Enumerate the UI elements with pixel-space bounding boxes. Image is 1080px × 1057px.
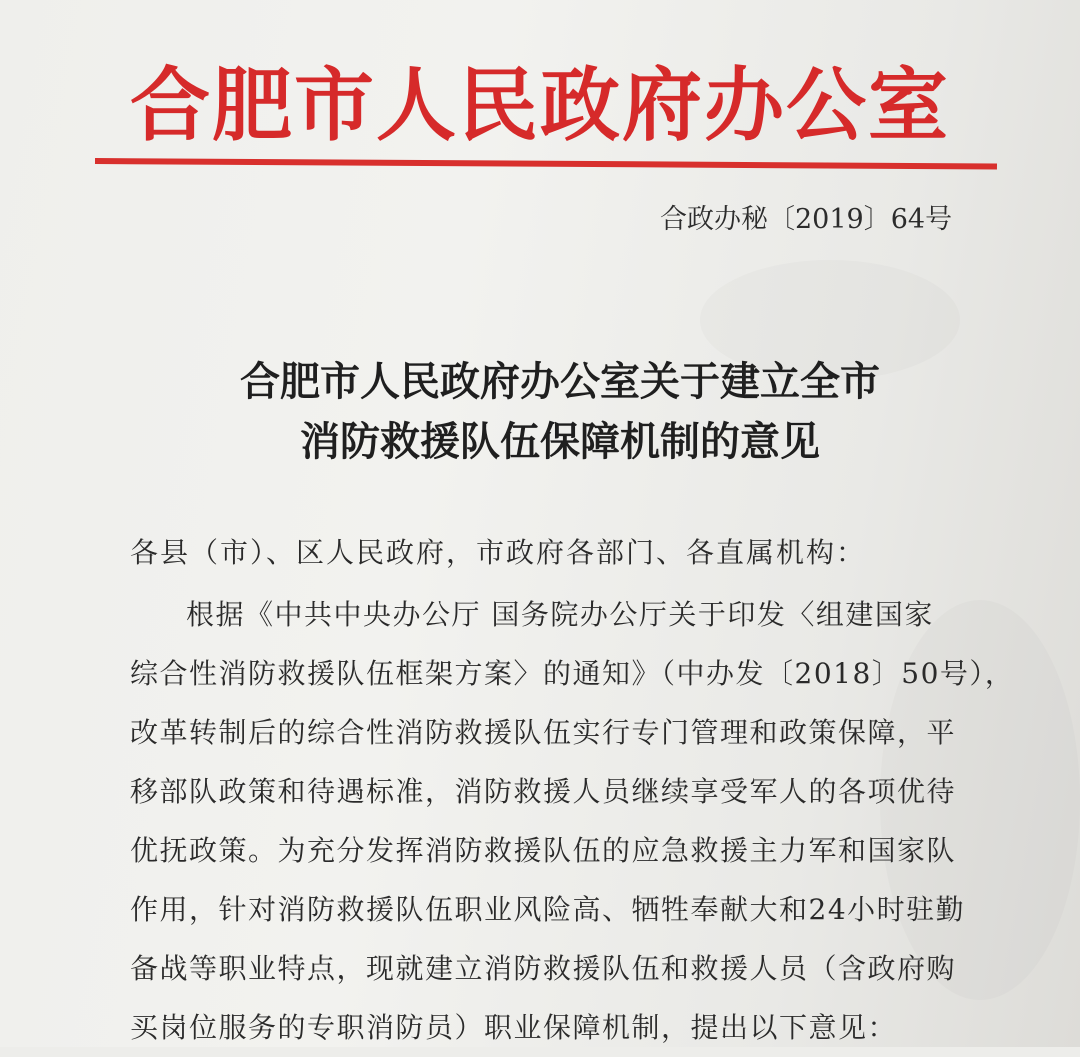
document-number: 合政办秘〔2019〕64号 <box>660 204 953 235</box>
body-line: 综合性消防救援队伍框架方案〉的通知》（中办发〔2018〕50号）， <box>130 657 1015 690</box>
document-title <box>150 352 970 472</box>
body-line: 优抚政策。为充分发挥消防救援队伍的应急救援主力军和国家队 <box>130 834 957 867</box>
issuing-office-header: 合肥市人民政府办公室 <box>130 58 950 152</box>
addressee-line: 各县（市）、区人民政府，市政府各部门、各直属机构： <box>130 536 867 569</box>
body-line: 根据《中共中央办公厅 国务院办公厅关于印发〈组建国家 <box>186 598 934 631</box>
body-line: 移部队政策和待遇标准，消防救援人员继续享受军人的各项优待 <box>130 775 957 808</box>
document-title-line-2: 消防救援队伍保障机制的意见 <box>300 418 820 465</box>
body-paragraph <box>130 585 1015 1057</box>
body-line: 买岗位服务的专职消防员）职业保障机制，提出以下意见： <box>130 1011 898 1044</box>
body-line: 备战等职业特点，现就建立消防救援队伍和救援人员（含政府购 <box>130 952 957 985</box>
body-line: 作用，针对消防救援队伍职业风险高、牺牲奉献大和24小时驻勤 <box>130 893 966 926</box>
body-line: 改革转制后的综合性消防救援队伍实行专门管理和政策保障，平 <box>130 716 957 749</box>
red-header-rule <box>95 158 997 170</box>
document-title-line-1: 合肥市人民政府办公室关于建立全市 <box>240 358 880 405</box>
